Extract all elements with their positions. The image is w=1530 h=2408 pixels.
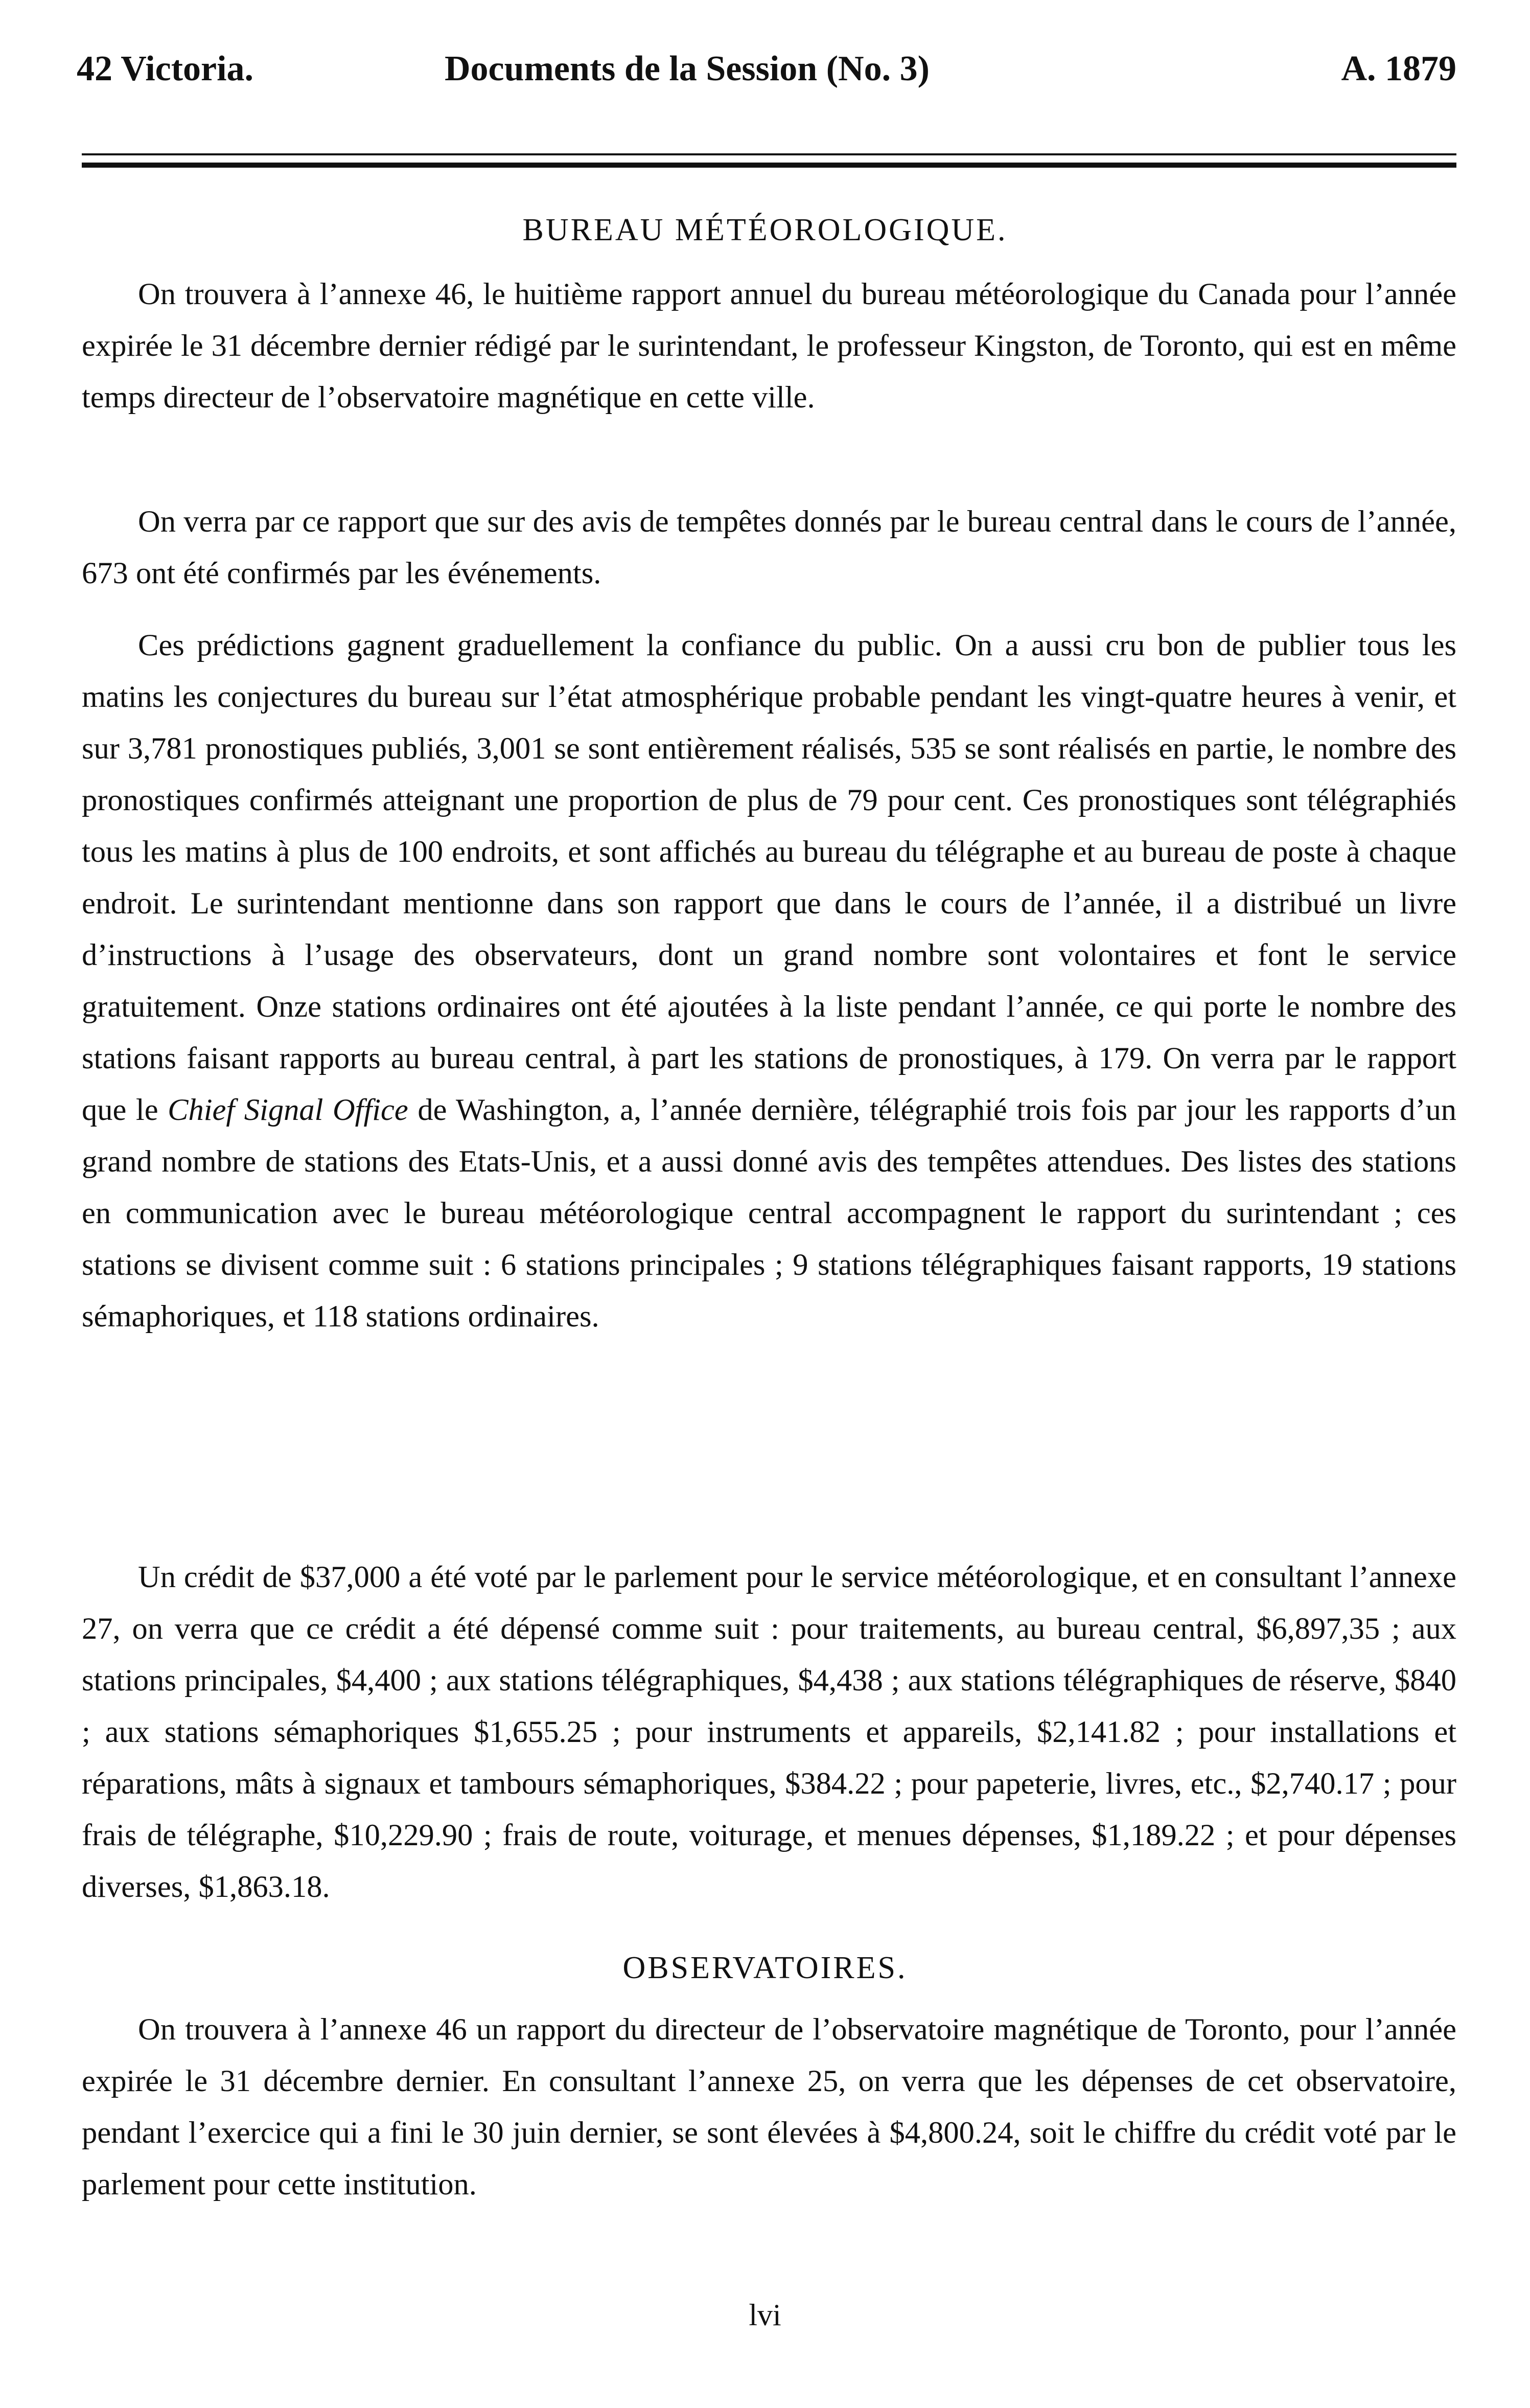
paragraph-text: On verra par ce rapport que sur des avis de tempêtes donnés par le bureau central dans le cours de l’année, 673 ont été confirmés par les événements.: [82, 504, 1456, 590]
paragraph-text: Un crédit de $37,000 a été voté par le parlement pour le service météorologique, et en consultant l’annexe 27, on verra que ce crédit a été dépensé comme suit : pour traitements, au bureau central, $6,897,35 ; aux stations principales, $4,400 ; aux stations télégraphiques, $4,438 ; aux stations télégraphiques de réserve, $840 ; aux stations sémaphoriques $1,655.25 ; pour instruments et appareils, $2,141.82 ; pour installations et réparations, mâts à signaux et tambours sémaphoriques, $384.22 ; pour papeterie, livres, etc., $2,740.17 ; pour frais de télégraphe, $10,229.90 ; frais de route, voiturage, et menues dépenses, $1,189.22 ; et pour dépenses diverses, $1,863.18.: [82, 1560, 1456, 1904]
paragraph-predictions: [82, 620, 1456, 1342]
page-number: lvi: [749, 2298, 781, 2332]
section-heading-meteo: BUREAU MÉTÉOROLOGIQUE.: [522, 213, 1008, 247]
header-volume: 42 Victoria.: [77, 49, 254, 88]
running-head: [77, 49, 1456, 110]
header-year: A. 1879: [1341, 49, 1456, 88]
header-rule-thin: [82, 153, 1456, 155]
paragraph-text: [82, 620, 1456, 1342]
paragraph-observatoire: [82, 2004, 1456, 2210]
signal-office-name: Chief Signal Office: [168, 1093, 408, 1127]
header-title: Documents de la Session (No. 3): [445, 49, 930, 88]
paragraph-text: On trouvera à l’annexe 46, le huitième rapport annuel du bureau météorologique du Canada pour l’année expirée le 31 décembre dernier rédigé par le surintendant, le professeur Kingston, de Toronto, qui est en même temps directeur de l’observatoire magnétique en cette ville.: [82, 277, 1456, 415]
paragraph-avis-tempetes: [82, 496, 1456, 599]
section-heading-observatoires: OBSERVATOIRES.: [622, 1951, 908, 1985]
paragraph-annexe-46: [82, 268, 1456, 423]
paragraph-credit: [82, 1551, 1456, 1913]
paragraph-text-part-b: de Washington, a, l’année dernière, télégraphié trois fois par jour les rapports d’un grand nombre de stations des Etats-Unis, et a aussi donné avis des tempêtes attendues. Des listes des stations en communication avec le bureau météorologique central accompagnent le rapport du surintendant ; ces stations se divisent comme suit : 6 stations principales ; 9 stations télégraphiques faisant rapports, 19 stations sémaphoriques, et 118 stations ordinaires.: [82, 1093, 1457, 1334]
header-rule-thick: [82, 163, 1456, 168]
paragraph-text-part-a: Ces prédictions gagnent graduellement la confiance du public. On a aussi cru bon de publier tous les matins les conjectures du bureau sur l’état atmosphérique probable pendant les vingt-quatre heures à venir, et sur 3,781 pronostiques publiés, 3,001 se sont entièrement réalisés, 535 se sont réalisés en partie, le nombre des pronostiques confirmés atteignant une proportion de plus de 79 pour cent. Ces pronostiques sont télégraphiés tous les matins à plus de 100 endroits, et sont affichés au bureau du télégraphe et au bureau de poste à chaque endroit. Le surintendant mentionne dans son rapport que dans le cours de l’année, il a distribué un livre d’instructions à l’usage des observateurs, dont un grand nombre sont volontaires et font le service gratuitement. Onze stations ordinaires ont été ajoutées à la liste pendant l’année, ce qui porte le nombre des stations faisant rapports au bureau central, à part les stations de pronostiques, à 179. On verra par le rapport que le: [82, 628, 1456, 1127]
paragraph-text: On trouvera à l’annexe 46 un rapport du directeur de l’observatoire magnétique de Toronto, pour l’année expirée le 31 décembre dernier. En consultant l’annexe 25, on verra que les dépenses de cet observatoire, pendant l’exercice qui a fini le 30 juin dernier, se sont élevées à $4,800.24, soit le chiffre du crédit voté par le parlement pour cette institution.: [82, 2012, 1456, 2201]
